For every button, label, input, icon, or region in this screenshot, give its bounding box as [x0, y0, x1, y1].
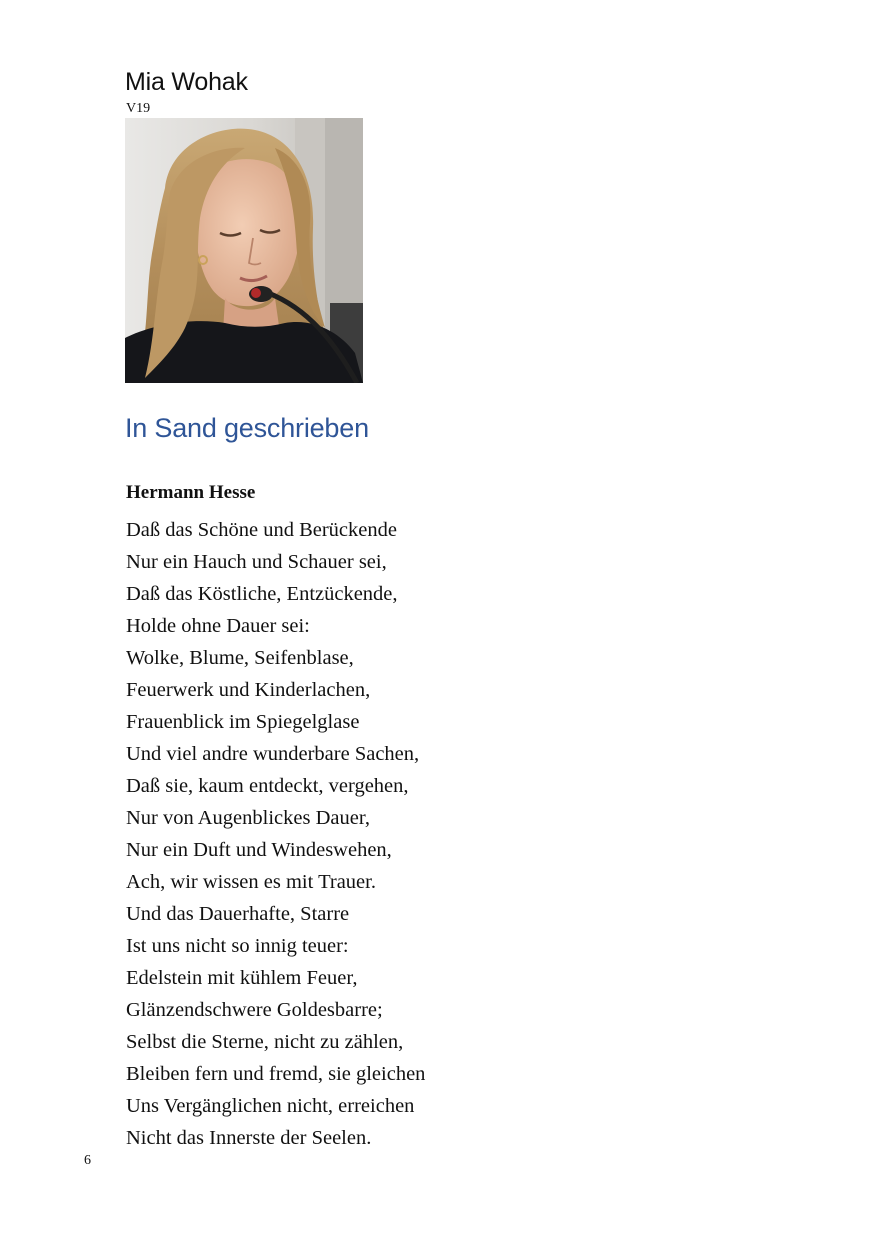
poem-line: Holde ohne Dauer sei: — [126, 615, 310, 637]
poem-line: Nur von Augenblickes Dauer, — [126, 807, 370, 829]
poem-line: Uns Vergänglichen nicht, erreichen — [126, 1095, 415, 1117]
poem-line: Nicht das Innerste der Seelen. — [126, 1127, 372, 1149]
poem-line: Daß sie, kaum entdeckt, vergehen, — [126, 775, 409, 797]
poem-line: Feuerwerk und Kinderlachen, — [126, 679, 371, 701]
class-code: V19 — [126, 101, 151, 116]
poem-title: In Sand geschrieben — [125, 413, 369, 443]
poem-line: Und das Dauerhafte, Starre — [126, 903, 350, 925]
poem-line: Nur ein Hauch und Schauer sei, — [126, 551, 387, 573]
poem-line: Bleiben fern und fremd, sie gleichen — [126, 1063, 426, 1085]
poem-line: Und viel andre wunderbare Sachen, — [126, 743, 420, 765]
poem-line: Nur ein Duft und Windeswehen, — [126, 839, 392, 861]
poem-line: Glänzendschwere Goldesbarre; — [126, 999, 383, 1021]
page-number: 6 — [84, 1153, 91, 1168]
poem-lines — [126, 514, 425, 1154]
poem-line: Frauenblick im Spiegelglase — [126, 711, 360, 733]
poem-line: Daß das Schöne und Berückende — [126, 519, 397, 541]
author-name: Mia Wohak — [125, 68, 248, 96]
poem-line: Ach, wir wissen es mit Trauer. — [126, 871, 376, 893]
author-photo — [125, 118, 363, 383]
poem-line: Selbst die Sterne, nicht zu zählen, — [126, 1031, 404, 1053]
poet-name: Hermann Hesse — [126, 482, 256, 503]
poem-line: Daß das Köstliche, Entzückende, — [126, 583, 398, 605]
poem-line: Ist uns nicht so innig teuer: — [126, 935, 349, 957]
poem-line: Edelstein mit kühlem Feuer, — [126, 967, 358, 989]
poem-line: Wolke, Blume, Seifenblase, — [126, 647, 354, 669]
